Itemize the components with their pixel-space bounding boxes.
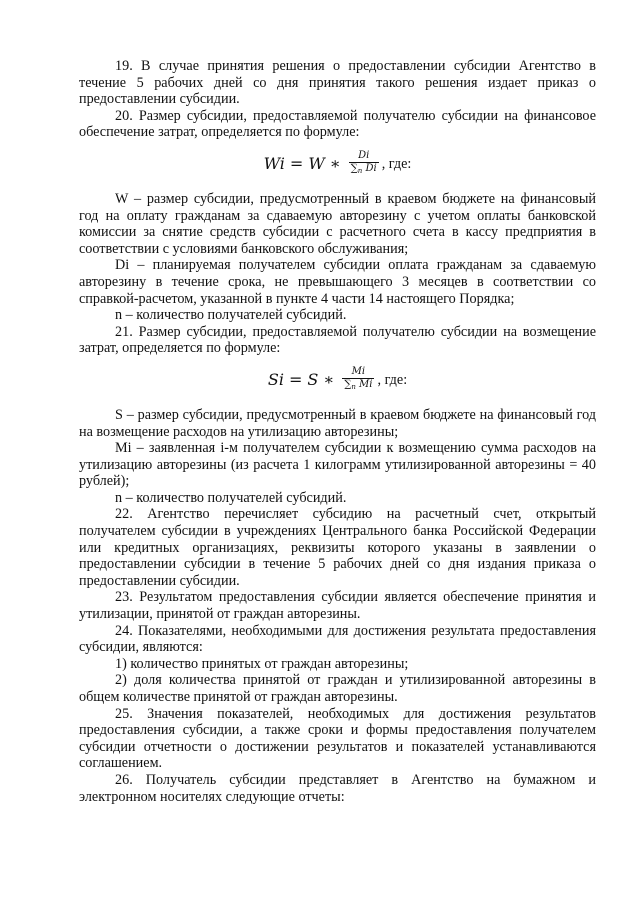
definition-s: S – размер субсидии, предусмотренный в краевом бюджете на финансовый год на возмещение расходов на утилизацию авторезины;: [79, 406, 596, 440]
formula-equals: =: [288, 369, 303, 389]
formula-si: [79, 363, 596, 397]
formula-total: W: [308, 153, 325, 173]
document-body: [79, 58, 596, 805]
paragraph-26: 26. Получатель субсидии представляет в Агентство на бумажном и электронном носителях следующие отчеты:: [79, 771, 596, 805]
sum-symbol: ∑: [344, 379, 352, 391]
definition-w: W – размер субсидии, предусмотренный в краевом бюджете на финансовый год на оплату гражданам за сдаваемую авторезину с учетом оплаты банковской комиссии за снятие средств субсидии с расчетного счета в кассу предприятия в соответствии с условиями банковского обслуживания;: [79, 190, 596, 257]
formula-tail: , где:: [377, 371, 408, 388]
definition-di: Di – планируемая получателем субсидии оплата гражданам за сдаваемую авторезину в течение срока, не превышающего 3 месяцев в соответствии со справкой-расчетом, указанной в пункте 4 части 14 настоящего Порядка;: [79, 257, 596, 307]
sum-subscript: n: [351, 383, 356, 392]
fraction-numerator: Mi: [351, 366, 366, 378]
paragraph-24: 24. Показателями, необходимыми для достижения результата предоставления субсидии, являются:: [79, 622, 596, 656]
paragraph-20: 20. Размер субсидии, предоставляемой получателю субсидии на финансовое обеспечение затрат, определяется по формуле:: [79, 107, 596, 141]
formula-lhs: Si: [267, 369, 284, 389]
formula-total: S: [307, 369, 319, 389]
definition-n: n – количество получателей субсидий.: [115, 307, 347, 324]
fraction-denominator: [342, 378, 374, 393]
fraction-numerator: Di: [358, 150, 370, 162]
formula-fraction: [349, 150, 379, 177]
definition-mi: Mi – заявленная i-м получателем субсидии к возмещению сумма расходов на утилизацию авторезины (из расчета 1 килограмм утилизированной авторезины = 40 рублей);: [79, 440, 596, 490]
formula-equals: =: [289, 153, 304, 173]
denominator-var: Mi: [359, 379, 373, 391]
paragraph-23: 23. Результатом предоставления субсидии является обеспечение принятия и утилизации, принятой от граждан авторезины.: [79, 589, 596, 623]
definition-n: n – количество получателей субсидий.: [115, 489, 347, 506]
paragraph-19: 19. В случае принятия решения о предоставлении субсидии Агентство в течение 5 рабочих дней со дня принятия такого решения издает приказ о предоставлении субсидии.: [79, 58, 596, 108]
paragraph-21: 21. Размер субсидии, предоставляемой получателю субсидии на возмещение затрат, определяется по формуле:: [79, 323, 596, 357]
formula-lhs: Wi: [263, 153, 285, 173]
formula-tail: , где:: [381, 155, 412, 172]
formula-multiply: ∗: [329, 153, 341, 173]
fraction-denominator: [349, 162, 379, 177]
paragraph-22: 22. Агентство перечисляет субсидию на расчетный счет, открытый получателем субсидии в учреждениях Центрального банка Российской Федерации или кредитных организациях, реквизиты которого указаны в заявлении о предоставлении субсидии в течение 5 рабочих дней со дня издания приказа о предоставлении субсидии.: [79, 506, 596, 589]
formula-fraction: [342, 366, 374, 393]
formula-wi: [79, 147, 596, 181]
sum-symbol: ∑: [350, 163, 358, 175]
list-item: 1) количество принятых от граждан авторезины;: [115, 655, 409, 672]
sum-subscript: n: [357, 167, 363, 176]
formula-multiply: ∗: [323, 369, 335, 389]
list-item: 2) доля количества принятой от граждан и утилизированной авторезины в общем количестве принятой от граждан авторезины.: [79, 672, 596, 705]
denominator-var: Di: [365, 163, 377, 175]
paragraph-25: 25. Значения показателей, необходимых для достижения результатов предоставления субсидии, а также сроки и формы предоставления получателем субсидии отчетности о достижении результатов и показателей устанавливаются соглашением.: [79, 705, 596, 772]
